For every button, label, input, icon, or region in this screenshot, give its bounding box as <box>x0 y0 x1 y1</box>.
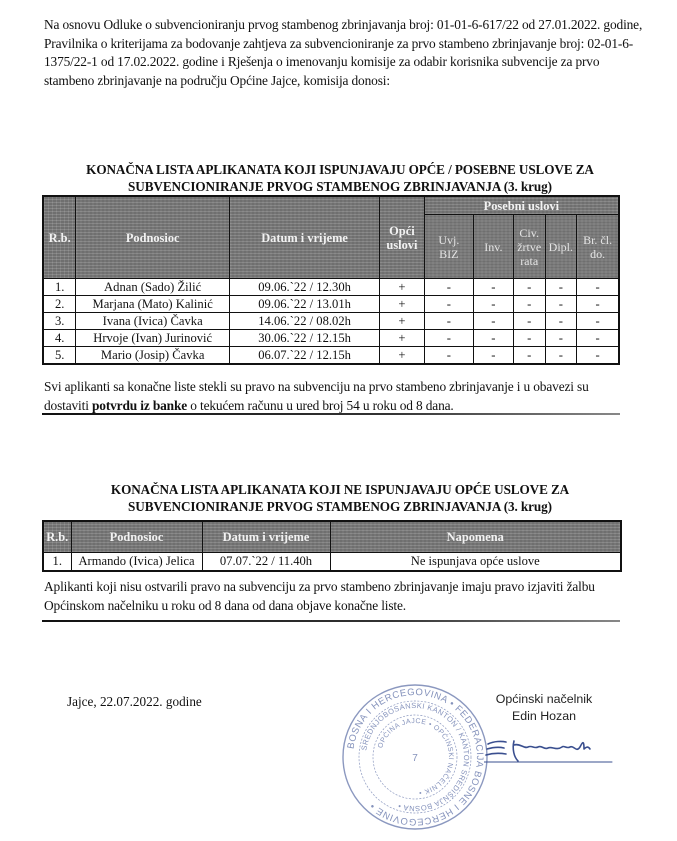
signatory-block <box>484 691 604 725</box>
cell-datum: 09.06.`22 / 12.30h <box>230 279 380 296</box>
cell-rb: 4. <box>43 330 76 347</box>
place-date: Jajce, 22.07.2022. godine <box>67 694 202 709</box>
stamp-outer-text: BOSNA I HERCEGOVINA • FEDERACIJA BOSNE I HERCEGOVINE • <box>345 686 486 828</box>
cell-civ: - <box>513 296 545 313</box>
cell-rb: 3. <box>43 313 76 330</box>
header-civ-zrtve-rata <box>513 215 545 279</box>
divider-line <box>42 620 620 622</box>
cell-uvj: - <box>424 330 473 347</box>
eligible-applicants-table <box>42 195 620 365</box>
cell-opci: + <box>380 330 425 347</box>
cell-dipl: - <box>545 313 577 330</box>
note-bold-text: potvrdu iz banke <box>91 398 188 413</box>
stamp-middle-text: SREDNJOBOSANSKI KANTON / KANTON SREDIŠNJA BOSNA • <box>359 700 472 814</box>
cell-opci: + <box>380 347 425 365</box>
cell-br: - <box>577 330 619 347</box>
stamp-center-number: 7 <box>412 753 418 764</box>
header-uvj-biz <box>424 215 473 279</box>
header-podnosioc: Podnosioc <box>76 196 230 279</box>
cell-civ: - <box>513 347 545 365</box>
cell-inv: - <box>473 313 513 330</box>
cell-podnosioc: Mario (Josip) Čavka <box>76 347 230 365</box>
intro-paragraph: Na osnovu Odluke o subvencioniranju prvog stambenog zbrinjavanja broj: 01-01-6-617/22 od 27.01.2022. godine, Pravilnika o kriterijama za bodovanje zahtjeva za subvencioniranje za prvo stambeno zbrinjavanje broj: 02-01-6-1375/22-1 od 17.02.2022. godine i Rješenja o imenovanju komisije za odabir korisnika subvencije za prvo stambeno zbrinjavanje na području Općine Jajce, komisija donosi: <box>44 17 643 88</box>
cell-dipl: - <box>545 330 577 347</box>
header-datum: Datum i vrijeme <box>202 521 330 553</box>
header-posebni-uslovi: Posebni uslovi <box>424 196 619 215</box>
stamp-inner-text: OPĆINA JAJCE • OPĆINSKI NAČELNIK • <box>377 717 455 796</box>
table1-title-line2: SUBVENCIONIRANJE PRVOG STAMBENOG ZBRINJAVANJA (3. krug) <box>128 179 552 194</box>
cell-inv: - <box>473 296 513 313</box>
cell-datum: 30.06.`22 / 12.15h <box>230 330 380 347</box>
cell-br: - <box>577 279 619 296</box>
signature-icon <box>484 735 614 765</box>
divider-line <box>42 413 620 415</box>
table-row <box>43 296 619 313</box>
cell-podnosioc: Ivana (Ivica) Čavka <box>76 313 230 330</box>
header-uvj-line1: Uvj. <box>438 232 460 247</box>
cell-napomena: Ne ispunjava opće uslove <box>330 553 621 572</box>
cell-uvj: - <box>424 296 473 313</box>
cell-opci: + <box>380 313 425 330</box>
table-row <box>43 330 619 347</box>
cell-dipl: - <box>545 296 577 313</box>
official-stamp-icon <box>340 682 490 832</box>
table-row <box>43 279 619 296</box>
cell-uvj: - <box>424 347 473 365</box>
header-napomena: Napomena <box>330 521 621 553</box>
header-podnosioc: Podnosioc <box>71 521 202 553</box>
header-civ-line1: Civ. <box>519 225 539 240</box>
header-civ-line3: rata <box>520 253 539 268</box>
header-opci-line1: Opći <box>389 223 415 238</box>
cell-podnosioc: Marjana (Mato) Kalinić <box>76 296 230 313</box>
table1-title <box>40 161 640 195</box>
header-civ-line2: žrtve <box>517 239 542 254</box>
header-opci-line2: uslovi <box>386 237 418 252</box>
cell-datum: 14.06.`22 / 08.02h <box>230 313 380 330</box>
table2-title-line1: KONAČNA LISTA APLIKANATA KOJI NE ISPUNJAVAJU OPĆE USLOVE ZA <box>110 482 570 497</box>
cell-br: - <box>577 347 619 365</box>
cell-opci: + <box>380 296 425 313</box>
cell-uvj: - <box>424 279 473 296</box>
cell-inv: - <box>473 330 513 347</box>
signatory-title: Općinski načelnik <box>495 692 593 706</box>
cell-inv: - <box>473 279 513 296</box>
table2-title-line2: SUBVENCIONIRANJE PRVOG STAMBENOG ZBRINJAVANJA (3. krug) <box>128 499 552 514</box>
header-br-line1: Br. čl. <box>583 232 613 247</box>
table-row <box>43 553 621 572</box>
table-row <box>43 347 619 365</box>
cell-dipl: - <box>545 347 577 365</box>
cell-datum: 09.06.`22 / 13.01h <box>230 296 380 313</box>
cell-datum: 07.07.`22 / 11.40h <box>202 553 330 572</box>
header-opci-uslovi <box>380 196 425 279</box>
ineligible-note: Aplikanti koji nisu ostvarili pravo na subvenciju za prvo stambeno zbrinjavanje imaju pravo izjaviti žalbu Općinskom načelniku u roku od 8 dana od dana objave konačne liste. <box>44 579 595 613</box>
table1-title-line1: KONAČNA LISTA APLIKANATA KOJI ISPUNJAVAJU OPĆE / POSEBNE USLOVE ZA <box>86 162 594 177</box>
header-inv: Inv. <box>473 215 513 279</box>
ineligible-applicants-table <box>42 520 622 572</box>
cell-dipl: - <box>545 279 577 296</box>
header-rb: R.b. <box>43 196 76 279</box>
cell-br: - <box>577 296 619 313</box>
cell-opci: + <box>380 279 425 296</box>
header-rb: R.b. <box>43 521 71 553</box>
cell-rb: 2. <box>43 296 76 313</box>
cell-rb: 1. <box>43 553 71 572</box>
cell-datum: 06.07.`22 / 12.15h <box>230 347 380 365</box>
cell-civ: - <box>513 279 545 296</box>
eligible-note <box>44 377 634 415</box>
cell-podnosioc: Hrvoje (Ivan) Jurinović <box>76 330 230 347</box>
cell-uvj: - <box>424 313 473 330</box>
cell-rb: 1. <box>43 279 76 296</box>
signatory-name: Edin Hozan <box>511 709 577 723</box>
cell-rb: 5. <box>43 347 76 365</box>
header-br-cl-do <box>577 215 619 279</box>
header-datum: Datum i vrijeme <box>230 196 380 279</box>
cell-inv: - <box>473 347 513 365</box>
header-dipl: Dipl. <box>545 215 577 279</box>
cell-civ: - <box>513 330 545 347</box>
cell-podnosioc: Adnan (Sado) Žilić <box>76 279 230 296</box>
header-uvj-line2: BIZ <box>439 246 459 261</box>
cell-podnosioc: Armando (Ivica) Jelica <box>71 553 202 572</box>
table-row <box>43 313 619 330</box>
table2-title <box>40 481 640 515</box>
note-text: o tekućem računu u ured broj 54 u roku od 8 dana. <box>187 398 454 413</box>
header-br-line2: do. <box>590 246 606 261</box>
cell-civ: - <box>513 313 545 330</box>
note-text: Svi aplikanti sa konačne liste stekli su pravo na subvenciju na prvo stambeno zbrinjavanje i u obavezi su dostaviti <box>44 379 589 413</box>
cell-br: - <box>577 313 619 330</box>
